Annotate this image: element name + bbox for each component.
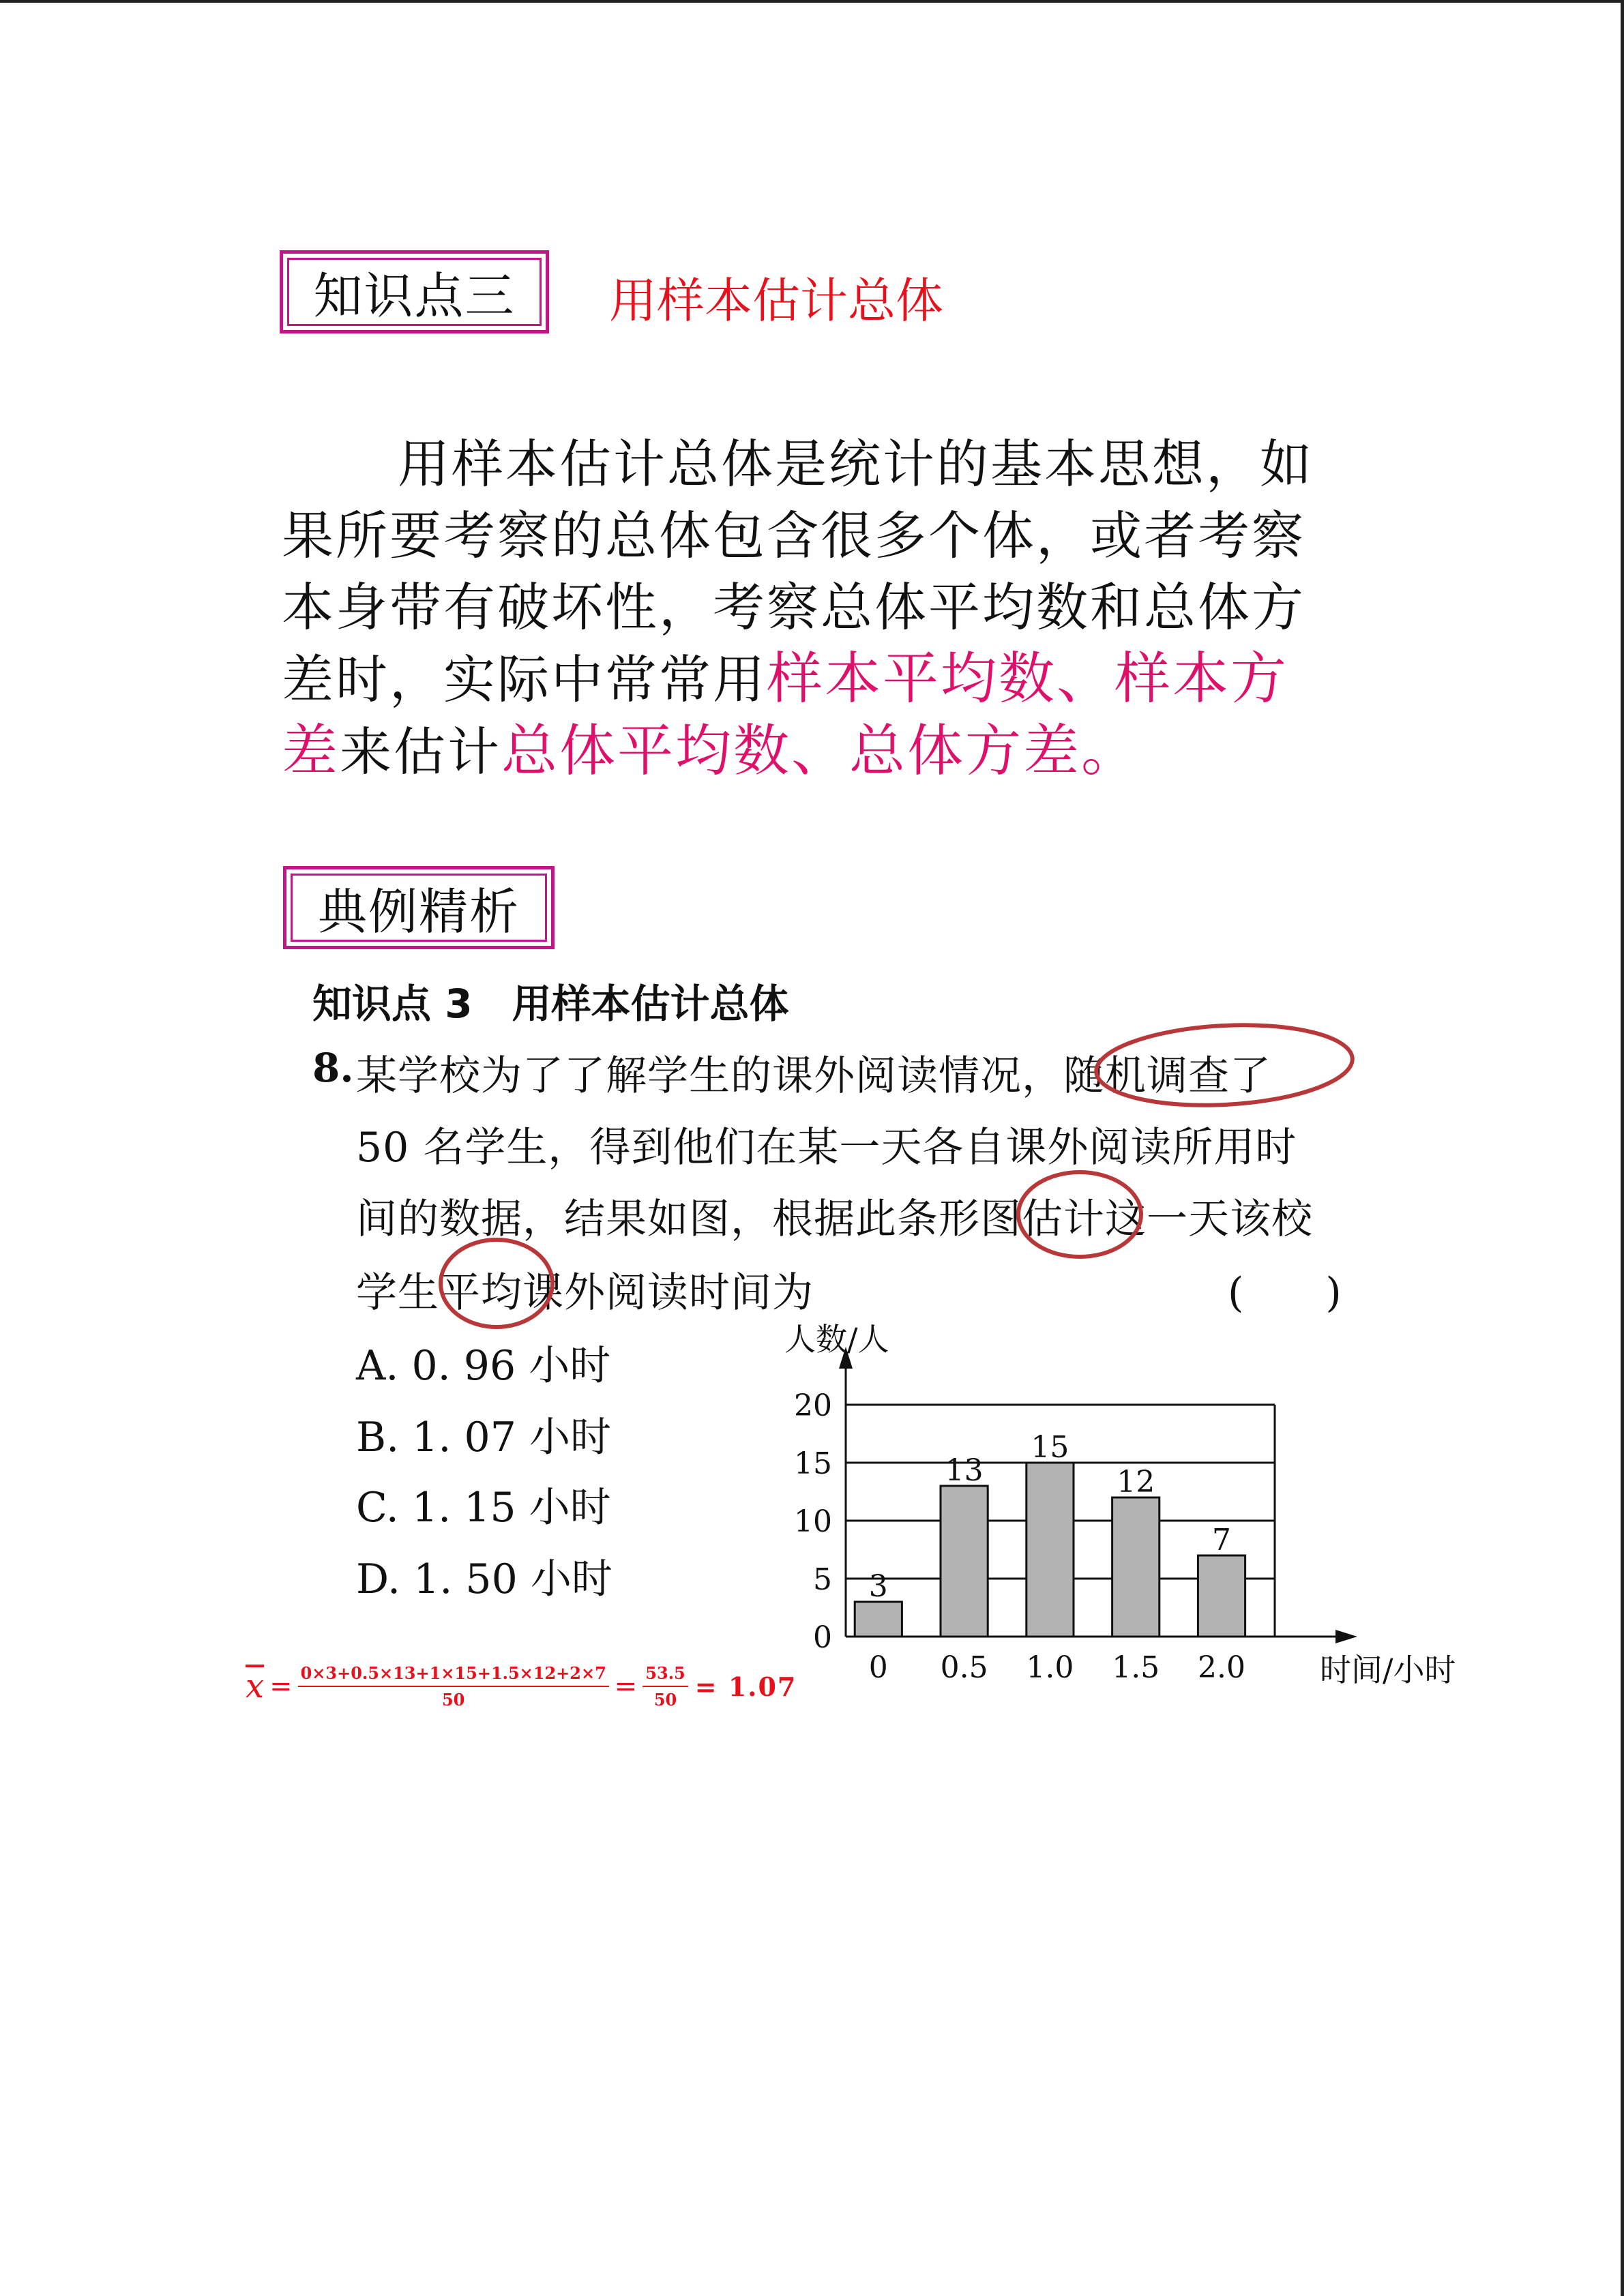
example-label: 典例精析: [291, 874, 547, 942]
y-tick-label-15: 15: [794, 1446, 832, 1481]
y-tick-label-5: 5: [813, 1562, 832, 1597]
mean-symbol: $\overline{x}$: [246, 1667, 265, 1705]
formula-result: = 1.07: [694, 1671, 797, 1702]
y-tick-label-10: 10: [794, 1504, 832, 1539]
option-d: D. 1. 50 小时: [356, 1555, 612, 1603]
formula-denominator-2: 50: [653, 1690, 677, 1710]
solution-formula: [246, 1649, 797, 1724]
y-tick-label-0: 0: [813, 1620, 832, 1655]
option-c: C. 1. 15 小时: [356, 1484, 611, 1532]
formula-fraction-1: [298, 1663, 609, 1710]
data-label-0: 3: [868, 1569, 888, 1604]
bar-0.5: [941, 1486, 988, 1637]
x-axis-label: 时间/小时: [1320, 1652, 1456, 1688]
formula-numerator-1: 0×3+0.5×13+1×15+1.5×12+2×7: [298, 1663, 609, 1687]
bar-1.0: [1027, 1463, 1074, 1637]
knowledge-point-box: [280, 250, 549, 333]
formula-equals-1: =: [269, 1671, 293, 1702]
bar-1.5: [1112, 1497, 1160, 1637]
page-border-right: [1621, 0, 1624, 2296]
answer-blank: ( ): [1228, 1269, 1342, 1317]
example-box: [283, 866, 555, 949]
y-axis-label: 人数/人: [784, 1321, 889, 1358]
formula-denominator-1: 50: [441, 1690, 465, 1710]
x-tick-label-0.5: 0.5: [940, 1650, 988, 1685]
y-tick-label-20: 20: [794, 1388, 832, 1423]
page-border-top: [0, 0, 1624, 3]
x-tick-label-0: 0: [868, 1650, 888, 1685]
bar-2.0: [1198, 1555, 1245, 1637]
formula-equals-2: =: [614, 1671, 638, 1702]
knowledge-point-label: 知识点三: [287, 258, 542, 326]
bar-chart: [771, 1321, 1456, 1691]
x-tick-label-1.0: 1.0: [1026, 1650, 1074, 1685]
question-line-3: 间的数据，结果如图，根据此条形图估计这一天该校: [356, 1195, 1313, 1243]
question-line-2: 50 名学生，得到他们在某一天各自课外阅读所用时: [356, 1124, 1297, 1172]
data-label-0.5: 13: [945, 1453, 984, 1488]
x-tick-label-1.5: 1.5: [1112, 1650, 1160, 1685]
question-line-4: 学生平均课外阅读时间为: [356, 1269, 814, 1317]
bar-0: [855, 1602, 902, 1637]
data-label-2.0: 7: [1212, 1523, 1232, 1557]
formula-numerator-2: 53.5: [643, 1663, 688, 1687]
intro-text-1: 用样本估计总体是统计的基本思想，如果所要考察的总体包含很多个体，或者考察本身带有破坏性，考察总体平均数和总体方差时，实际中常常用: [282, 434, 1314, 710]
intro-highlight-2: 总体平均数、总体方差。: [501, 719, 1140, 784]
option-b: B. 1. 07 小时: [356, 1414, 611, 1461]
intro-text-2: 来估计: [340, 721, 502, 782]
intro-paragraph: [282, 428, 1346, 788]
data-label-1.5: 12: [1117, 1465, 1155, 1500]
question-line-1: 某学校为了了解学生的课外阅读情况，随机调查了: [356, 1052, 1271, 1100]
x-axis-arrow: [1335, 1630, 1357, 1643]
knowledge-point-title: 用样本估计总体: [609, 273, 943, 329]
intro-highlight-1: 样本平均数、样本方差: [282, 646, 1289, 784]
formula-fraction-2: [643, 1663, 688, 1710]
option-a: A. 0. 96 小时: [356, 1342, 611, 1390]
question-number: 8.: [312, 1045, 354, 1091]
section-label: 知识点 3 用样本估计总体: [312, 981, 789, 1027]
x-tick-label-2.0: 2.0: [1198, 1650, 1245, 1685]
data-label-1.0: 15: [1031, 1430, 1069, 1465]
